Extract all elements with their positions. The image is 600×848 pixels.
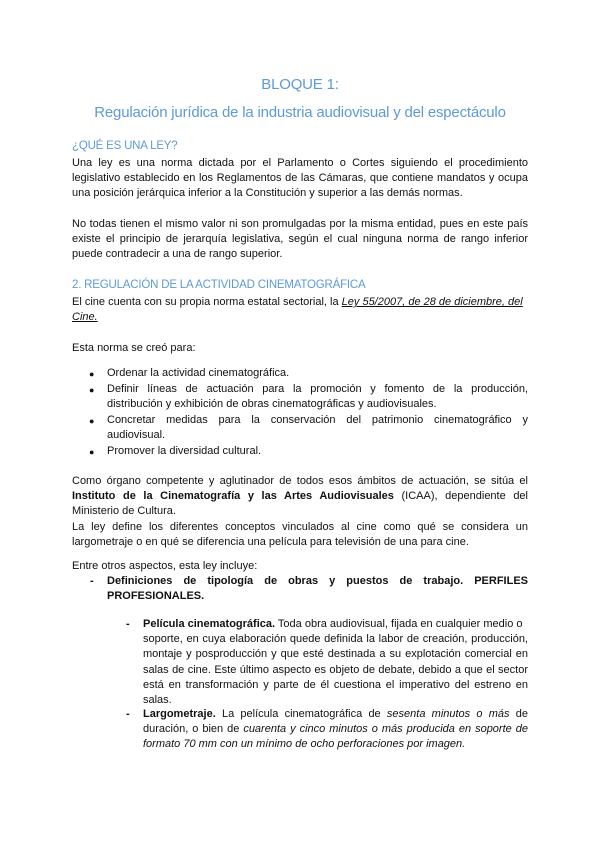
paragraph-definition: [72, 156, 528, 202]
text-line: formato 70 mm con un mínimo de ocho perforaciones por imagen.: [143, 738, 466, 751]
term: Película cinematográfica.: [143, 618, 276, 630]
text-line: Entre otros aspectos, esta ley incluye:: [72, 560, 258, 572]
sub-item-largometraje: [143, 707, 528, 753]
section-heading-regulacion: 2. REGULACIÓN DE LA ACTIVIDAD CINEMATOGRÁFICA: [72, 279, 366, 291]
bullet-icon: ●: [89, 416, 95, 426]
text-span: cuarenta y cinco minutos o más producida en soporte de: [243, 723, 528, 736]
text-line: Una ley es una norma dictada por el Parlamento o Cortes siguiendo el procedimiento: [72, 157, 528, 169]
dash-marker: -: [126, 618, 130, 630]
text-line: una posición jerárquica inferior a la Constitución y superior a las demás normas.: [72, 187, 463, 200]
document-title: BLOQUE 1:: [261, 76, 339, 93]
text-line: Definiciones de tipología de obras y puestos de trabajo. PERFILES: [107, 575, 528, 587]
text-line: Esta norma se creó para:: [72, 342, 196, 354]
icaa-rest: (ICAA), dependiente del: [393, 490, 528, 503]
text-line: distribución y exhibición de obras cinematográficas y audiovisuales.: [107, 398, 437, 411]
text-line: [72, 295, 528, 310]
list-item: [107, 444, 528, 459]
text-line: Concretar medidas para la conservación del patrimonio cinematográfico y: [107, 414, 528, 426]
text-span: La película cinematográfica de: [215, 708, 387, 720]
text-line: Promover la diversidad cultural.: [107, 445, 262, 457]
text-line: No todas tienen el mismo valor ni son promulgadas por la misma entidad, pues en este país: [72, 218, 528, 230]
dash-marker: -: [90, 575, 94, 587]
text-line: montaje y posproducción y que esté destinada a su explotación comercial en: [143, 648, 528, 661]
paragraph-purpose-intro: [72, 341, 528, 356]
text-span: de: [509, 708, 528, 720]
dash-marker: -: [126, 708, 130, 720]
text-line: Definir líneas de actuación para la promoción y fomento de la producción,: [107, 383, 528, 395]
sub-item-pelicula: [143, 617, 528, 708]
text-line: Como órgano competente y aglutinador de todos esos ámbitos de actuación, se sitúa el: [72, 475, 528, 487]
term: Largometraje.: [143, 708, 216, 720]
text-line: puede contradecir a una de rango superior.: [72, 248, 283, 261]
text-line: La ley define los diferentes conceptos vinculados al cine como qué se considera un: [72, 520, 528, 533]
text-line: [72, 489, 528, 504]
text-line: salas de cine. Este último aspecto es objeto de debate, debido a que el sector: [143, 663, 528, 676]
text-span: sesenta minutos o más: [386, 708, 510, 720]
text-line: soporte, en cuya elaboración quede definida la labor de creación, producción,: [143, 633, 528, 646]
bullet-icon: ●: [89, 447, 95, 457]
text-line: Ordenar la actividad cinematográfica.: [107, 367, 290, 379]
law-link[interactable]: Ley 55/2007, de 28 de diciembre, del: [341, 296, 523, 308]
text-line: audiovisual.: [107, 429, 166, 442]
text-line: salas.: [143, 693, 172, 706]
paragraph-hierarchy: [72, 217, 528, 263]
document-subtitle: Regulación jurídica de la industria audiovisual y del espectáculo: [94, 104, 506, 121]
text-line: está en transformación y parte de él cuestiona el imperativo del estreno en: [143, 678, 528, 691]
text-line: legislativo establecido en los Reglamentos de las Cámaras, que contiene mandatos y ocupa: [72, 172, 528, 185]
paragraph-includes-intro: [72, 559, 528, 574]
text-line: existe el principio de jerarquía legislativa, según el cual ninguna norma de rango inferior: [72, 233, 528, 246]
text-line: Ministerio de Cultura.: [72, 505, 176, 518]
text-span: duración, o bien de: [143, 723, 244, 736]
text-line: [72, 310, 528, 325]
text-line: [143, 617, 528, 632]
text-span: Toda obra audiovisual, fijada en cualquier medio o: [275, 618, 523, 630]
section-heading-que-es-una-ley: ¿QUÉ ES UNA LEY?: [72, 140, 178, 152]
list-item: [107, 413, 528, 443]
law-link-continued[interactable]: Cine.: [72, 311, 98, 324]
list-item: [107, 382, 528, 412]
dash-item: [107, 574, 528, 604]
text-line: largometraje o en qué se diferencia una película para televisión de una para cine.: [72, 535, 469, 548]
text-line: [143, 707, 528, 722]
text-line: [143, 722, 528, 737]
bullet-icon: ●: [89, 369, 95, 379]
bullet-icon: ●: [89, 385, 95, 395]
paragraph-law-intro: [72, 295, 528, 325]
intro-text: El cine cuenta con su propia norma estatal sectorial, la: [72, 296, 342, 308]
list-item: [107, 366, 528, 381]
icaa-name: Instituto de la Cinematografía y las Artes Audiovisuales: [72, 490, 394, 503]
text-line: PROFESIONALES.: [107, 590, 205, 603]
paragraph-icaa: [72, 474, 528, 550]
